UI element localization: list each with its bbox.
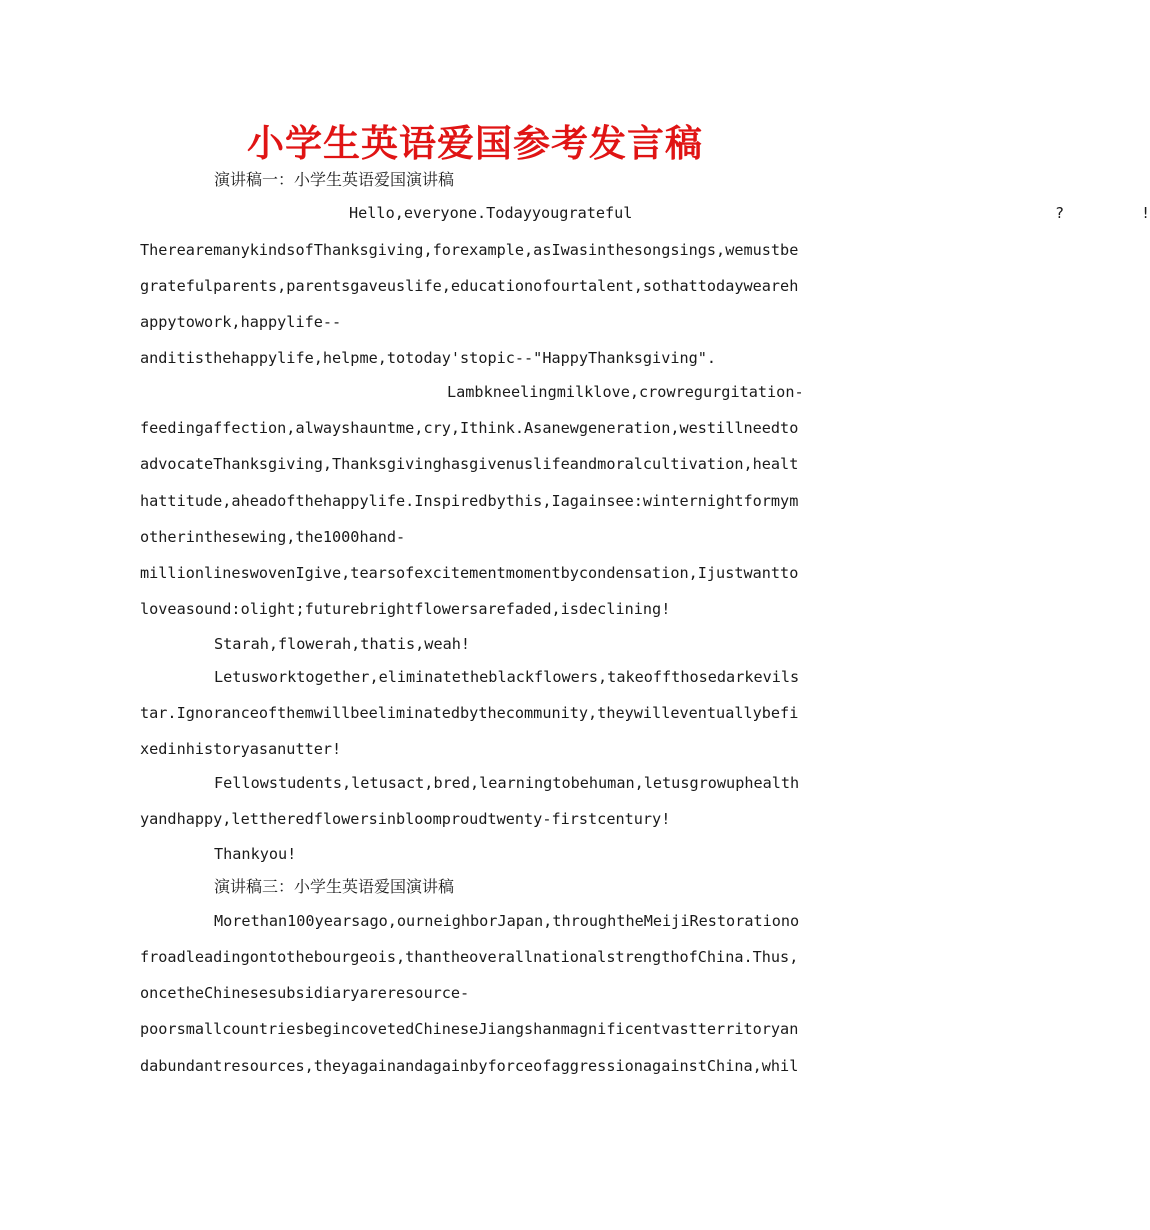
paragraph-line: appytowork,happylife-- [140,313,342,331]
paragraph-line: poorsmallcountriesbegincovetedChineseJiangshanmagnificentvastterritoryan [140,1020,799,1038]
paragraph-line: xedinhistoryasanutter! [140,740,342,758]
paragraph-line: tar.Ignoranceofthemwillbeeliminatedbythecommunity,theywilleventuallybefi [140,704,799,722]
paragraph-line: TherearemanykindsofThanksgiving,forexample,asIwasinthesongsings,wemustbe [140,241,799,259]
paragraph-line: millionlineswovenIgive,tearsofexcitementmomentbycondensation,Ijustwantto [140,564,799,582]
document-title: 小学生英语爱国参考发言稿 [247,122,703,165]
paragraph-line: Letusworktogether,eliminatetheblackflowers,takeoffthosedarkevils [214,668,800,686]
greeting-text: Hello,everyone.Todayyougrateful [349,204,633,222]
paragraph-line: anditisthehappylife,helpme,totoday'stopic--"HappyThanksgiving". [140,349,717,367]
question-mark: ? [1055,204,1065,222]
paragraph-line: advocateThanksgiving,Thanksgivinghasgivenuslifeandmoralcultivation,healt [140,455,799,473]
paragraph-line: hattitude,aheadofthehappylife.Inspiredbythis,Iagainsee:winternightformym [140,492,799,510]
paragraph-line: Lambkneelingmilklove,crowregurgitation- [447,383,804,401]
paragraph-line: otherinthesewing,the1000hand- [140,528,406,546]
section-heading: 演讲稿一：小学生英语爱国演讲稿 [214,170,455,189]
paragraph-line: gratefulparents,parentsgaveuslife,educationofourtalent,sothattodayweareh [140,277,799,295]
paragraph-line: dabundantresources,theyagainandagainbyforceofaggressionagainstChina,whil [140,1057,799,1075]
paragraph-line: Fellowstudents,letusact,bred,learningtobehuman,letusgrowuphealth [214,774,800,792]
paragraph-line: oncetheChinesesubsidiaryareresource- [140,984,470,1002]
paragraph-line: Morethan100yearsago,ourneighborJapan,throughtheMeijiRestorationo [214,912,800,930]
section-heading: 演讲稿三：小学生英语爱国演讲稿 [214,877,455,896]
paragraph-line: Thankyou! [214,845,297,863]
paragraph-line: loveasound:olight;futurebrightflowersarefaded,isdeclining! [140,600,671,618]
paragraph-line: feedingaffection,alwayshauntme,cry,Ithink.Asanewgeneration,westillneedto [140,419,799,437]
paragraph-line: Starah,flowerah,thatis,weah! [214,635,471,653]
paragraph-line: froadleadingontothebourgeois,thantheoverallnationalstrengthofChina.Thus, [140,948,799,966]
greeting-line [349,202,1150,224]
exclamation-mark: ! [1141,204,1150,222]
paragraph-line: yandhappy,lettheredflowersinbloomproudtwenty-firstcentury! [140,810,671,828]
